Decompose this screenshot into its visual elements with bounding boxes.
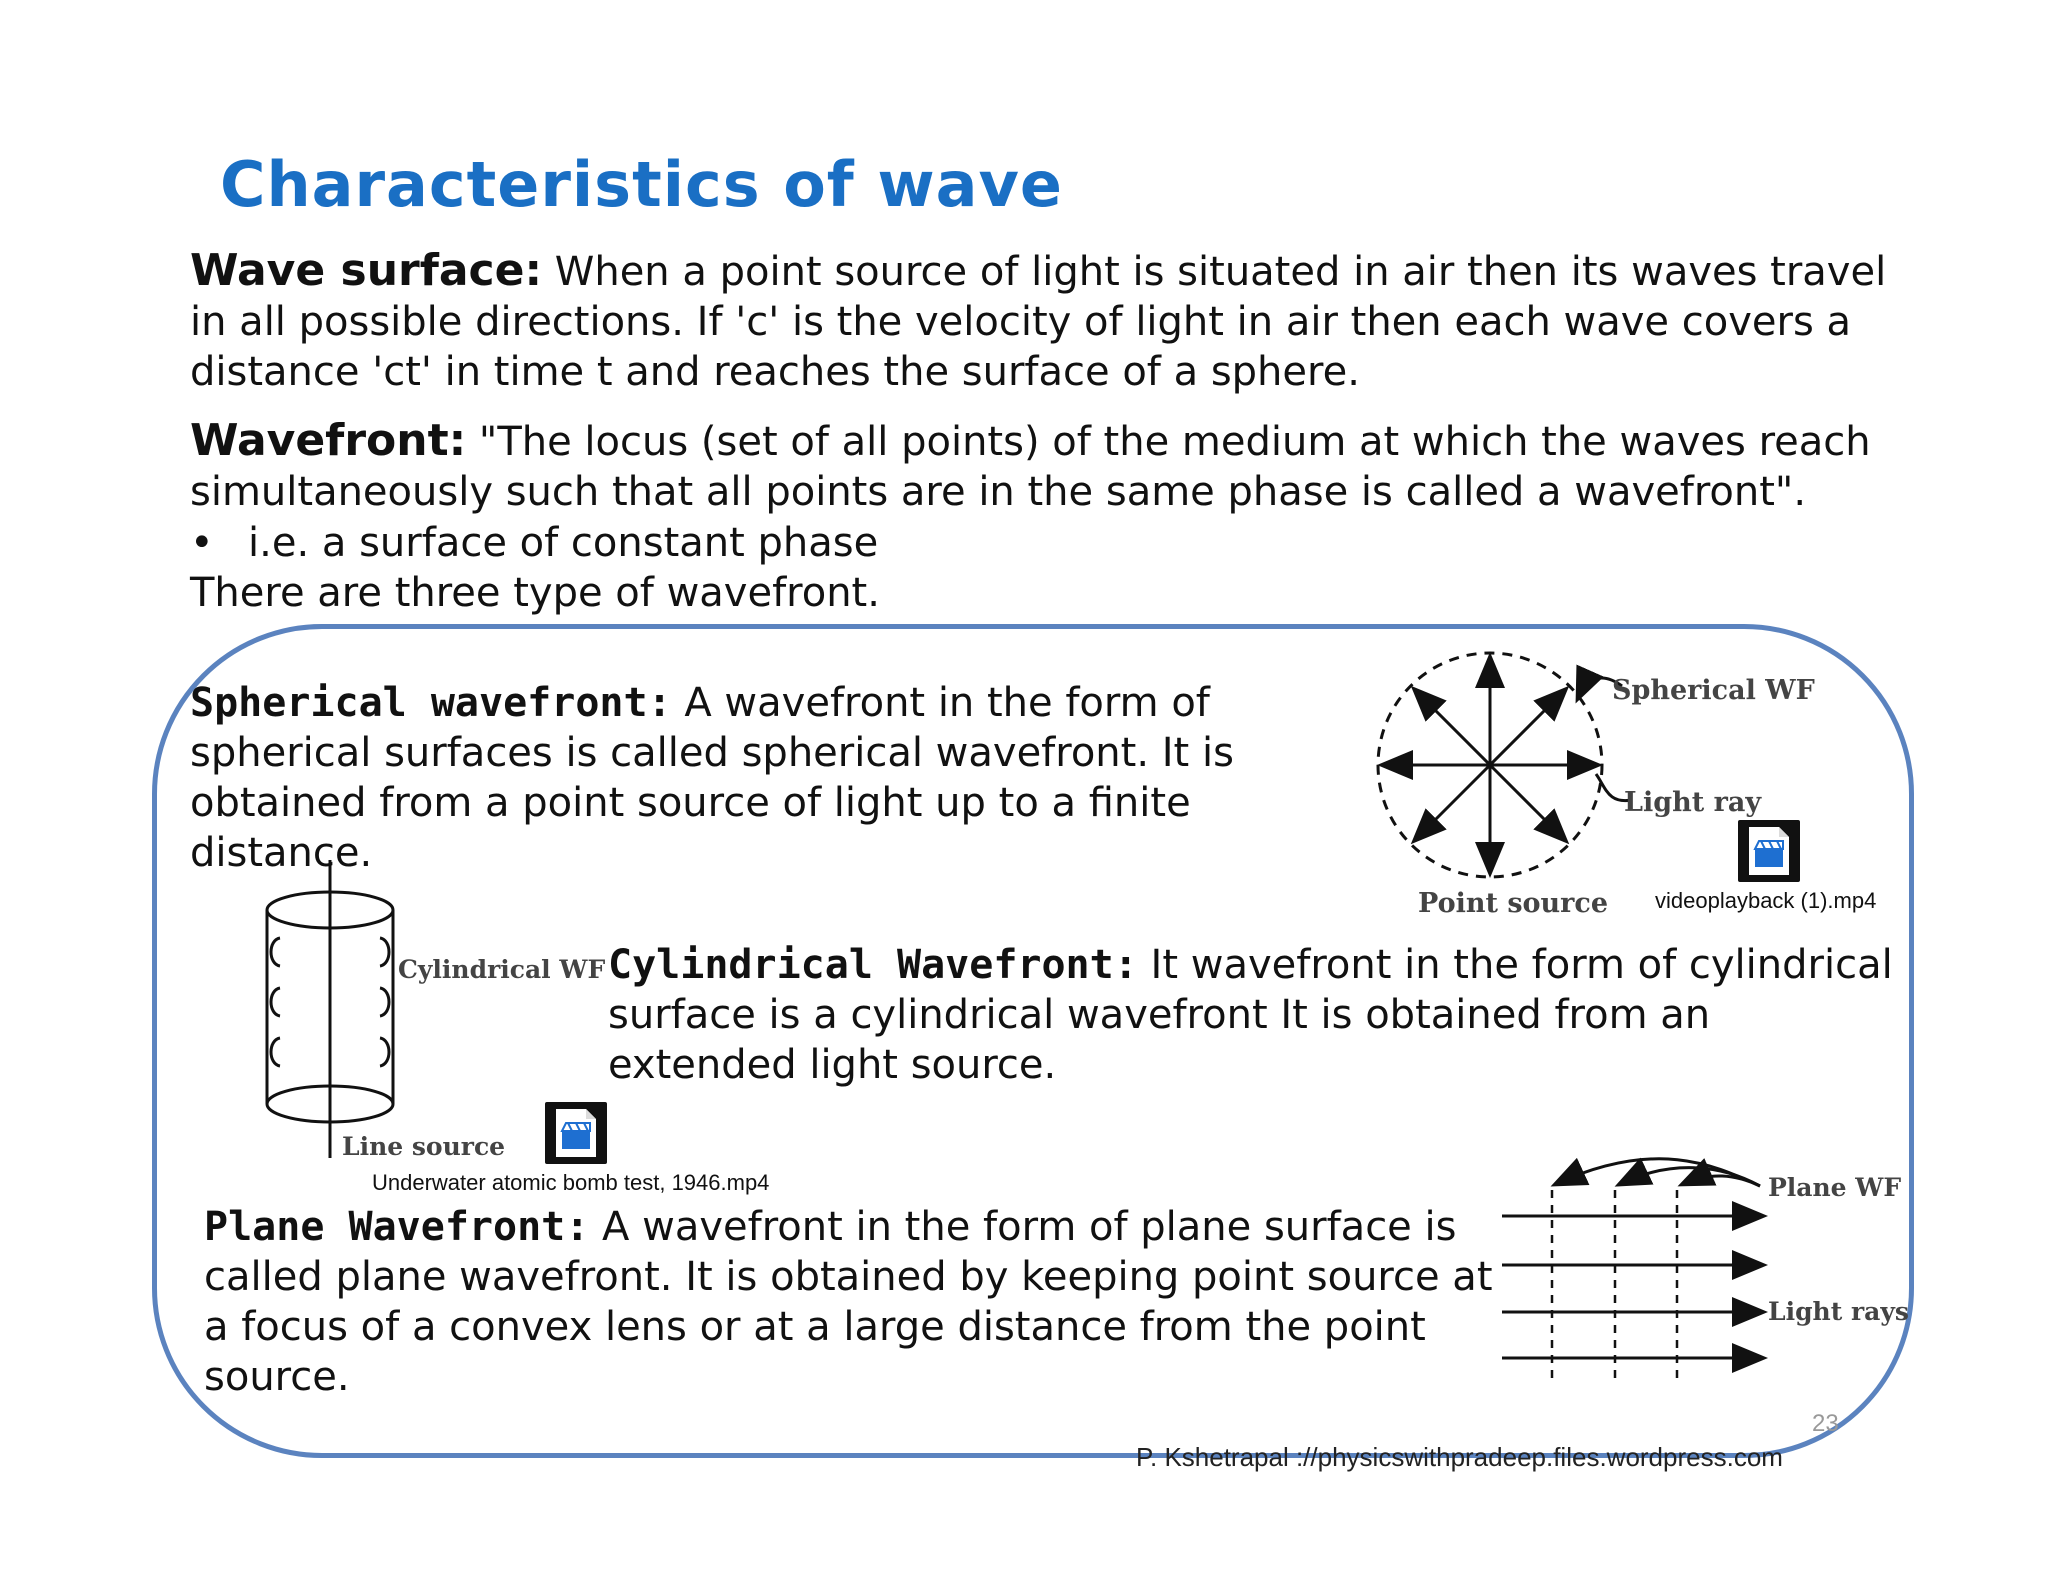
- wavefront-term: Wavefront:: [190, 415, 467, 466]
- cylindrical-wf-label: Cylindrical WF: [398, 955, 606, 984]
- spherical-wavefront-diagram: [1360, 640, 1815, 930]
- plane-wavefront-lines: [1552, 1190, 1677, 1385]
- wave-surface-paragraph: [190, 246, 1910, 397]
- wave-surface-term: Wave surface:: [190, 245, 543, 296]
- light-ray-label: Light ray: [1624, 787, 1762, 818]
- bullet-item: [190, 518, 878, 568]
- plane-text: A wavefront in the form of plane surface is called plane wavefront. It is obtained by keeping point source at a focus of a convex lens or at a large distance from the point source.: [204, 1204, 1493, 1400]
- video-caption[interactable]: videoplayback (1).mp4: [1655, 888, 1877, 913]
- slide-title: Characteristics of wave: [220, 148, 1063, 221]
- video-file-icon[interactable]: [1738, 820, 1800, 882]
- plane-wavefront-diagram: [1490, 1140, 1909, 1400]
- spherical-paragraph: [190, 678, 1370, 878]
- video-file-icon[interactable]: [545, 1102, 607, 1164]
- spherical-light-rays: [1383, 658, 1597, 872]
- bullet-glyph: •: [190, 520, 214, 566]
- cylindrical-term: Cylindrical Wavefront:: [608, 942, 1138, 988]
- wavefront-paragraph: [190, 416, 1910, 517]
- line-source-label: Line source: [342, 1132, 506, 1161]
- plane-light-rays: [1502, 1216, 1762, 1358]
- spherical-text: A wavefront in the form of spherical surfaces is called spherical wavefront. It is obtained from a point source of light up to a finite distance.: [190, 680, 1234, 876]
- light-rays-label: Light rays: [1768, 1297, 1909, 1326]
- plane-paragraph: [204, 1202, 1494, 1402]
- three-types-line: There are three type of wavefront.: [190, 570, 880, 616]
- video-caption[interactable]: Underwater atomic bomb test, 1946.mp4: [372, 1170, 770, 1195]
- cylindrical-paragraph: [608, 940, 1908, 1090]
- plane-wf-label: Plane WF: [1768, 1173, 1902, 1202]
- wave-surface-text: When a point source of light is situated in air then its waves travel in all possible directions. If 'c' is the velocity of light in air then each wave covers a distance 'ct' in time t and reaches the surface of a sphere.: [190, 249, 1887, 395]
- plane-term: Plane Wavefront:: [204, 1204, 590, 1250]
- author-credit: P. Kshetrapal ://physicswithpradeep.files.wordpress.com: [1136, 1442, 1783, 1472]
- page-number: 23: [1812, 1410, 1839, 1437]
- bullet-text: i.e. a surface of constant phase: [248, 520, 879, 566]
- cylindrical-text: It wavefront in the form of cylindrical surface is a cylindrical wavefront It is obtained from an extended light source.: [608, 942, 1893, 1088]
- cylindrical-wavefront-diagram: [250, 858, 606, 1168]
- point-source-label: Point source: [1418, 888, 1609, 919]
- spherical-wf-label: Spherical WF: [1612, 675, 1815, 706]
- wavefront-text: "The locus (set of all points) of the medium at which the waves reach simultaneously such that all points are in the same phase is called a wavefront".: [190, 419, 1871, 515]
- spherical-term: Spherical wavefront:: [190, 680, 672, 726]
